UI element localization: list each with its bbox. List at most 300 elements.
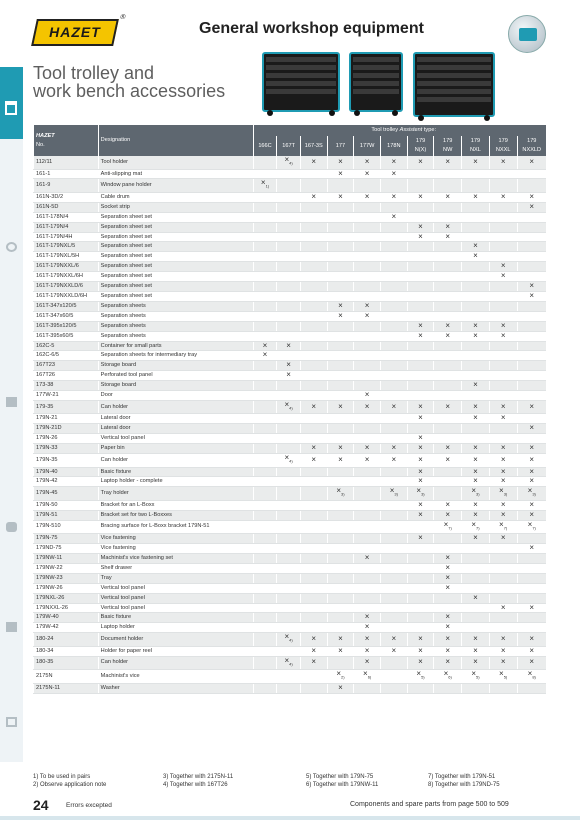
compat-cell [253, 192, 277, 202]
table-row [34, 272, 547, 282]
compat-cell: × [489, 477, 517, 487]
compat-cell [462, 544, 490, 554]
compat-cell [380, 242, 407, 252]
table-row [34, 656, 547, 670]
table-row [34, 444, 547, 454]
compat-cell [277, 683, 301, 693]
compat-cell [354, 381, 381, 391]
compat-cell [300, 583, 327, 593]
compat-cell [327, 520, 354, 534]
compat-cell [300, 500, 327, 510]
table-row [34, 232, 547, 242]
compat-cell [462, 391, 490, 401]
compat-cell [277, 252, 301, 262]
compat-cell [407, 351, 434, 361]
compat-cell [517, 563, 546, 573]
compat-cell [462, 554, 490, 564]
compat-cell [517, 613, 546, 623]
compat-cell [253, 381, 277, 391]
compat-cell [407, 583, 434, 593]
compat-cell: × [517, 424, 546, 434]
compat-cell: × [434, 500, 462, 510]
compat-cell [380, 520, 407, 534]
designation: Holder for paper reel [98, 646, 253, 656]
compat-cell [407, 520, 434, 534]
compat-cell [517, 573, 546, 583]
compat-cell [327, 623, 354, 633]
part-number: 161N-3D/2 [34, 192, 99, 202]
compat-cell: × [434, 192, 462, 202]
compat-cell [354, 467, 381, 477]
compat-cell: × [462, 156, 490, 169]
compat-cell [489, 202, 517, 212]
compat-cell [253, 646, 277, 656]
compat-cell [462, 573, 490, 583]
compat-cell: × [489, 467, 517, 477]
compat-cell [462, 169, 490, 179]
compat-cell: × [489, 331, 517, 341]
part-number: 179N-21D [34, 424, 99, 434]
compat-cell: × [300, 156, 327, 169]
compat-cell [517, 414, 546, 424]
compat-cell [300, 242, 327, 252]
compat-cell [300, 169, 327, 179]
compat-cell: × [327, 311, 354, 321]
compat-cell [517, 222, 546, 232]
compat-cell [300, 613, 327, 623]
compat-cell [277, 301, 301, 311]
compat-cell: × [434, 563, 462, 573]
designation: Shelf drawer [98, 563, 253, 573]
compat-cell [462, 351, 490, 361]
compat-cell [277, 603, 301, 613]
compat-cell: $\times_{3)}$ [407, 487, 434, 501]
compat-cell [327, 361, 354, 371]
side-index-tab-active[interactable] [0, 67, 23, 139]
part-number: 177W-21 [34, 391, 99, 401]
table-row [34, 646, 547, 656]
compat-cell: × [354, 169, 381, 179]
compat-cell [462, 291, 490, 301]
designation: Can holder [98, 400, 253, 414]
col-header-model: 179 NXL [462, 136, 490, 156]
compat-cell [327, 282, 354, 292]
part-number: 161T-347x60/5 [34, 311, 99, 321]
part-number: 179-35 [34, 400, 99, 414]
compat-cell [407, 563, 434, 573]
compat-cell [489, 341, 517, 351]
designation: Storage board [98, 361, 253, 371]
part-number: 179NW-26 [34, 583, 99, 593]
designation: Bracing surface for L-Boxx bracket 179N-51 [98, 520, 253, 534]
compat-cell: × [277, 371, 301, 381]
part-number: 180-24 [34, 633, 99, 647]
col-header-model: 177W [354, 136, 381, 156]
compat-cell: × [434, 646, 462, 656]
compat-cell [327, 222, 354, 232]
compat-cell: × [354, 311, 381, 321]
compat-cell [354, 272, 381, 282]
compat-cell [253, 454, 277, 468]
compat-cell [462, 262, 490, 272]
compat-cell [434, 252, 462, 262]
part-number: 179N-510 [34, 520, 99, 534]
col-header-model: 179 NXXLD [517, 136, 546, 156]
compat-cell [380, 593, 407, 603]
compat-cell [489, 573, 517, 583]
compat-cell [434, 603, 462, 613]
compat-cell [300, 331, 327, 341]
designation: Separation sheets for intermediary tray [98, 351, 253, 361]
compat-cell [380, 291, 407, 301]
compat-cell: $\times_{4)}$ [277, 656, 301, 670]
table-row [34, 603, 547, 613]
compat-cell: × [300, 633, 327, 647]
compat-cell: × [434, 454, 462, 468]
designation: Basic fixture [98, 467, 253, 477]
compat-cell [300, 179, 327, 193]
compat-cell: × [407, 500, 434, 510]
compat-cell [277, 593, 301, 603]
wrench-icon [6, 242, 17, 252]
col-header-designation: Designation [98, 125, 253, 156]
compat-cell [434, 381, 462, 391]
compat-cell [354, 361, 381, 371]
compat-cell: × [489, 454, 517, 468]
compat-cell [489, 291, 517, 301]
compat-cell [327, 291, 354, 301]
compat-cell [354, 212, 381, 222]
compat-cell [300, 212, 327, 222]
compat-cell [253, 391, 277, 401]
compat-cell [517, 583, 546, 593]
compat-cell [434, 391, 462, 401]
compat-cell [253, 633, 277, 647]
compat-cell [462, 371, 490, 381]
compat-cell [277, 477, 301, 487]
designation: Machinist's vice fastening set [98, 554, 253, 564]
compat-cell [253, 291, 277, 301]
compat-cell [277, 534, 301, 544]
compat-cell [489, 242, 517, 252]
compat-cell [327, 371, 354, 381]
compat-cell [277, 510, 301, 520]
compat-cell [327, 554, 354, 564]
designation: Laptop holder [98, 623, 253, 633]
part-number: 161T-395x120/5 [34, 321, 99, 331]
compat-cell [327, 467, 354, 477]
table-row [34, 563, 547, 573]
compat-cell [300, 477, 327, 487]
compat-cell: $\times_{6)}$ [354, 670, 381, 684]
compat-cell: $\times_{5)}$ [489, 670, 517, 684]
compat-cell [300, 683, 327, 693]
part-number: 179NW-23 [34, 573, 99, 583]
compat-cell: × [354, 623, 381, 633]
compat-cell [327, 563, 354, 573]
compat-cell [434, 242, 462, 252]
footnote: 4) Together with 167T26 [163, 782, 228, 788]
compat-cell [489, 371, 517, 381]
compat-cell [300, 563, 327, 573]
compat-cell [380, 554, 407, 564]
compat-cell [277, 291, 301, 301]
compat-cell [434, 212, 462, 222]
compat-cell [253, 593, 277, 603]
part-number: 179N-33 [34, 444, 99, 454]
designation: Separation sheet set [98, 242, 253, 252]
compat-cell [327, 656, 354, 670]
compat-cell [327, 573, 354, 583]
compat-cell [380, 232, 407, 242]
compat-cell [407, 252, 434, 262]
part-number: 179N-45 [34, 487, 99, 501]
part-number: 161T-178N/4 [34, 212, 99, 222]
compat-cell [407, 683, 434, 693]
compat-cell [253, 272, 277, 282]
compat-cell: × [517, 156, 546, 169]
compat-cell: × [327, 169, 354, 179]
compat-cell: × [380, 169, 407, 179]
compat-cell [407, 613, 434, 623]
compat-cell [407, 371, 434, 381]
table-row [34, 351, 547, 361]
compat-cell [253, 656, 277, 670]
compat-cell: × [407, 400, 434, 414]
footnote: 7) Together with 179N-51 [428, 774, 496, 780]
compat-cell: × [434, 156, 462, 169]
compat-cell [434, 544, 462, 554]
workshop-icon [6, 522, 17, 532]
compat-cell: × [407, 331, 434, 341]
table-row [34, 424, 547, 434]
compat-cell [277, 414, 301, 424]
compat-cell [277, 202, 301, 212]
compat-cell [517, 212, 546, 222]
compat-cell [434, 282, 462, 292]
compat-cell: $\times_{5)}$ [407, 670, 434, 684]
table-row [34, 477, 547, 487]
compat-cell: × [489, 444, 517, 454]
compat-cell: × [354, 633, 381, 647]
compat-cell [277, 272, 301, 282]
compat-cell: × [300, 656, 327, 670]
compat-cell: $\times_{3)}$ [380, 487, 407, 501]
compat-cell: × [434, 400, 462, 414]
compat-cell: × [489, 400, 517, 414]
compat-cell [517, 301, 546, 311]
compat-cell [434, 262, 462, 272]
designation: Basic fixture [98, 613, 253, 623]
compat-cell [277, 434, 301, 444]
footnote: 2) Observe application note [33, 782, 107, 788]
compat-cell: × [462, 444, 490, 454]
compat-cell [489, 391, 517, 401]
part-number: 2175N-11 [34, 683, 99, 693]
compat-cell [489, 434, 517, 444]
table-row [34, 371, 547, 381]
compat-cell [434, 487, 462, 501]
compat-cell [380, 670, 407, 684]
compat-cell: × [253, 351, 277, 361]
part-number: 179N-42 [34, 477, 99, 487]
compat-cell: × [462, 633, 490, 647]
compat-cell: × [517, 646, 546, 656]
compat-cell: × [489, 534, 517, 544]
compat-cell [327, 381, 354, 391]
compat-cell [434, 683, 462, 693]
compat-cell: × [462, 593, 490, 603]
compat-cell: × [434, 222, 462, 232]
compat-cell: × [407, 321, 434, 331]
designation: Vice fastening [98, 534, 253, 544]
compat-cell [253, 262, 277, 272]
compat-cell [380, 510, 407, 520]
compat-cell [462, 623, 490, 633]
table-row [34, 301, 547, 311]
compat-cell: × [380, 454, 407, 468]
designation: Vertical tool panel [98, 593, 253, 603]
compat-cell [253, 202, 277, 212]
compat-cell [277, 563, 301, 573]
designation: Vertical tool panel [98, 434, 253, 444]
compat-cell [489, 252, 517, 262]
compat-cell [327, 262, 354, 272]
compat-cell [300, 341, 327, 351]
spare-parts-note: Components and spare parts from page 500 to 509 [350, 801, 509, 808]
compat-cell [300, 554, 327, 564]
compat-cell [380, 683, 407, 693]
part-number: 179N-50 [34, 500, 99, 510]
compat-cell: × [462, 646, 490, 656]
compat-cell [489, 554, 517, 564]
compat-cell [354, 179, 381, 193]
compat-cell [354, 242, 381, 252]
part-number: 179N-35 [34, 454, 99, 468]
compat-cell [407, 544, 434, 554]
compat-cell: × [327, 646, 354, 656]
compat-cell [277, 262, 301, 272]
table-row [34, 361, 547, 371]
compat-cell [253, 554, 277, 564]
compat-cell [300, 573, 327, 583]
compat-cell [253, 603, 277, 613]
trolley-image-3 [413, 52, 495, 117]
compat-cell: × [407, 467, 434, 477]
part-number: 179NXL-26 [34, 593, 99, 603]
compat-cell: × [380, 633, 407, 647]
part-number: 179NXXL-26 [34, 603, 99, 613]
compat-cell [277, 242, 301, 252]
accessories-table [33, 125, 546, 694]
compat-cell [517, 242, 546, 252]
designation: Separation sheet set [98, 212, 253, 222]
compat-cell [253, 301, 277, 311]
compat-cell [434, 341, 462, 351]
part-number: 167T26 [34, 371, 99, 381]
col-header-model: 167T [277, 136, 301, 156]
table-row [34, 520, 547, 534]
compat-cell: × [354, 454, 381, 468]
designation: Separation sheet set [98, 252, 253, 262]
compat-cell: × [462, 534, 490, 544]
compat-cell [277, 487, 301, 501]
compat-cell [300, 252, 327, 262]
compat-cell: × [354, 444, 381, 454]
compat-cell [354, 222, 381, 232]
compat-cell [407, 341, 434, 351]
compat-cell [277, 554, 301, 564]
compat-cell [434, 361, 462, 371]
compat-cell [380, 179, 407, 193]
compat-cell [517, 623, 546, 633]
part-number: 112/11 [34, 156, 99, 169]
table-row [34, 291, 547, 301]
compat-cell [380, 361, 407, 371]
compat-cell [327, 179, 354, 193]
compat-cell: × [407, 633, 434, 647]
compat-cell [380, 301, 407, 311]
compat-cell [327, 321, 354, 331]
compat-cell [407, 291, 434, 301]
designation: Can holder [98, 656, 253, 670]
compat-cell [380, 583, 407, 593]
compat-cell: × [380, 400, 407, 414]
compat-cell [253, 467, 277, 477]
compat-cell: × [300, 400, 327, 414]
compat-cell [407, 242, 434, 252]
compat-cell [380, 202, 407, 212]
compat-cell [489, 683, 517, 693]
compat-cell: × [434, 583, 462, 593]
compat-cell [407, 381, 434, 391]
table-row [34, 613, 547, 623]
compat-cell: × [489, 262, 517, 272]
compat-cell [354, 262, 381, 272]
compat-cell [277, 169, 301, 179]
compat-cell [517, 341, 546, 351]
compat-cell [354, 232, 381, 242]
compat-cell [253, 331, 277, 341]
part-number: 179NW-11 [34, 554, 99, 564]
compat-cell: × [462, 656, 490, 670]
compat-cell [300, 593, 327, 603]
compat-cell: × [517, 544, 546, 554]
compat-cell [277, 623, 301, 633]
compat-cell [277, 282, 301, 292]
compat-cell: × [327, 301, 354, 311]
compat-cell [354, 487, 381, 501]
compat-cell [380, 424, 407, 434]
compat-cell [434, 467, 462, 477]
compat-cell [277, 192, 301, 202]
compat-cell [327, 593, 354, 603]
compat-cell: × [489, 192, 517, 202]
compat-cell [380, 381, 407, 391]
compat-cell: × [462, 321, 490, 331]
compat-cell [517, 311, 546, 321]
compat-cell [489, 351, 517, 361]
compat-cell [300, 391, 327, 401]
trolley-badge-icon [508, 15, 546, 53]
part-number: 179W-42 [34, 623, 99, 633]
compat-cell [434, 301, 462, 311]
compat-cell [462, 563, 490, 573]
compat-cell [462, 179, 490, 193]
compat-cell [277, 179, 301, 193]
compat-cell [407, 282, 434, 292]
compat-cell: × [517, 656, 546, 670]
